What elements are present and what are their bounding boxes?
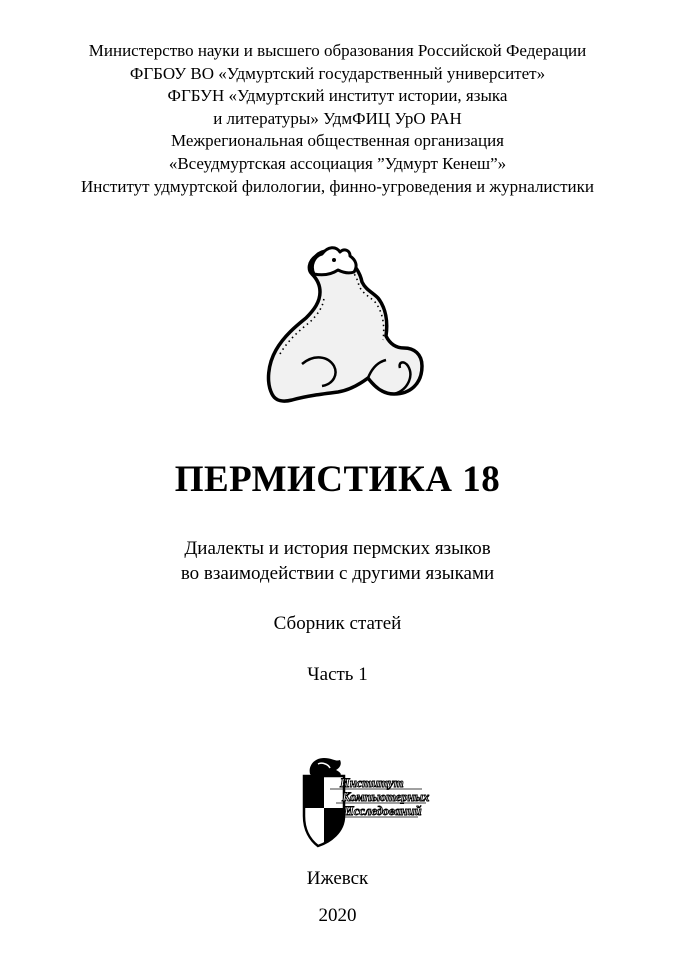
book-subtitle	[0, 536, 675, 586]
organization-line: Институт удмуртской филологии, финно-угроведения и журналистики	[81, 176, 594, 196]
organization-line: Межрегиональная общественная организация	[171, 131, 504, 151]
organizations-header	[0, 40, 675, 198]
organization-line: ФГБОУ ВО «Удмуртский государственный университет»	[129, 63, 546, 83]
organization-line: «Всеудмуртская ассоциация ”Удмурт Кенеш”»	[168, 153, 507, 173]
part-number: Часть 1	[307, 664, 368, 685]
publication-type: Сборник статей	[273, 613, 402, 634]
subtitle-line: Диалекты и история пермских языков	[184, 538, 491, 559]
book-title: ПЕРМИСТИКА 18	[174, 459, 501, 500]
publisher-logo-text-line-3: Исследований	[344, 804, 422, 818]
publication-year: 2020	[318, 905, 357, 926]
organization-line: и литературы» УдмФИЦ УрО РАН	[213, 108, 462, 128]
organization-line: ФГБУН «Удмуртский институт истории, языка	[167, 86, 508, 106]
permian-animal-style-figure-icon	[262, 244, 427, 409]
publisher-logo-icon	[300, 756, 430, 848]
publisher-logo-text-line-2: Компьютерных	[342, 790, 430, 804]
organization-line: Министерство науки и высшего образования Российской Федерации	[88, 41, 587, 60]
publication-city: Ижевск	[306, 868, 369, 889]
publisher-logo-text-line-1: Институт	[340, 776, 404, 790]
subtitle-line: во взаимодействии с другими языками	[180, 563, 495, 584]
